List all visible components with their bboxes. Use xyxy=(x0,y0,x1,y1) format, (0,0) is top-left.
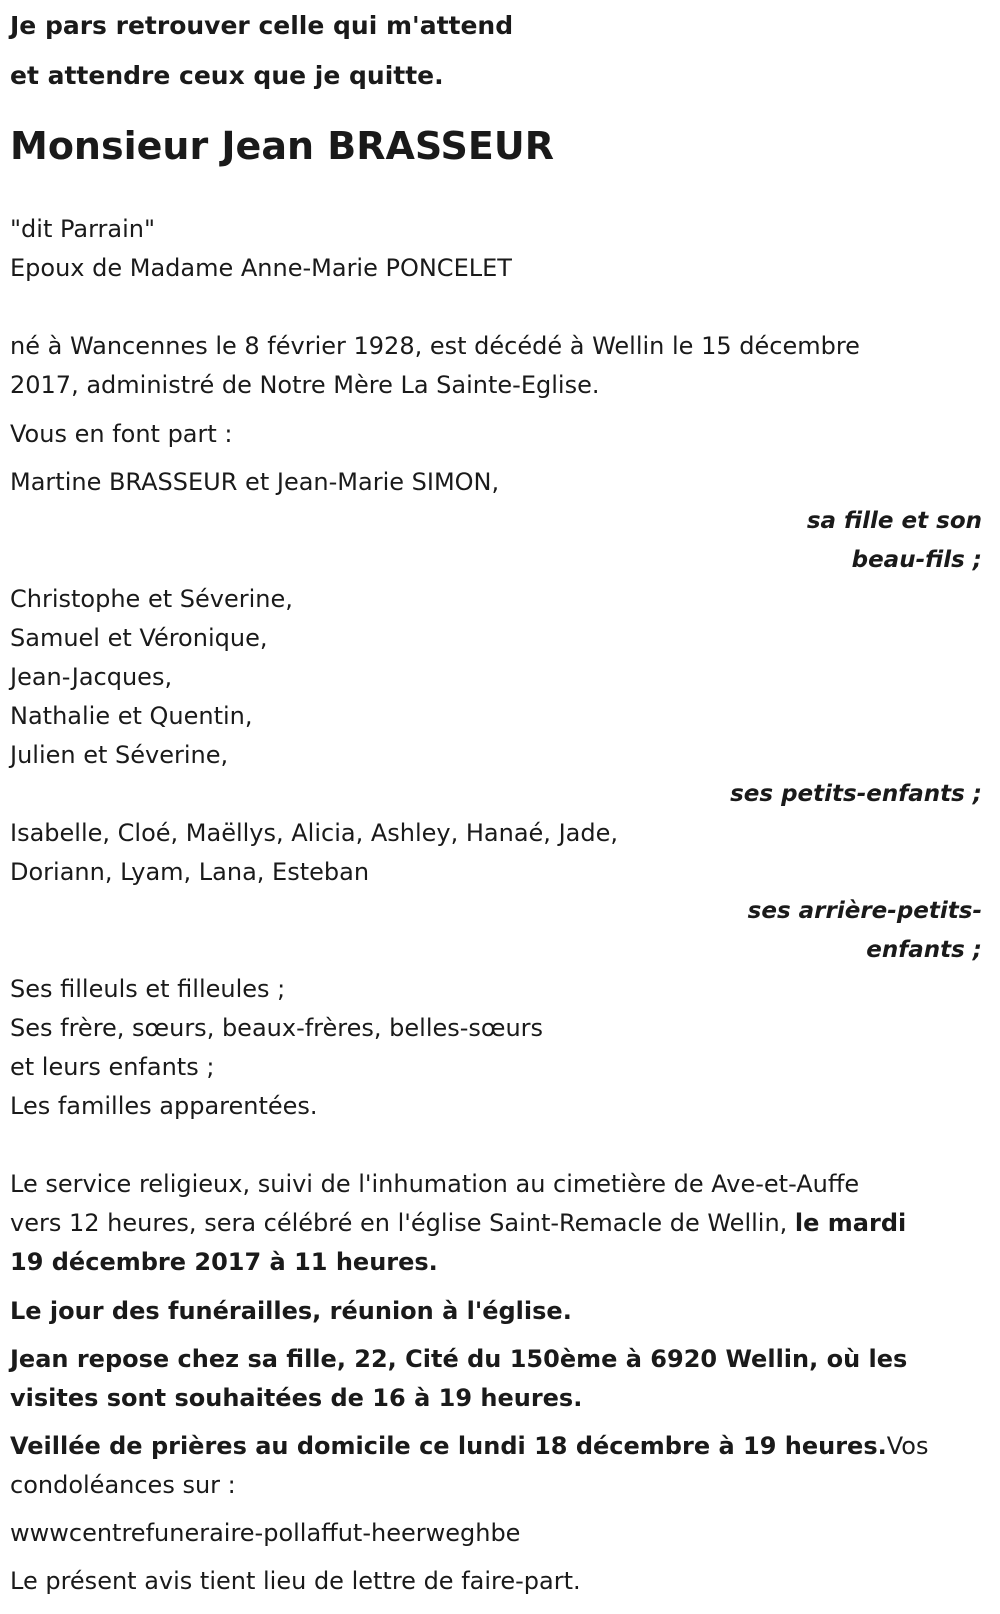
list-item: Nathalie et Quentin, xyxy=(10,702,253,730)
service-paragraph xyxy=(10,1165,990,1282)
service-line-2 xyxy=(10,1204,990,1243)
list-item: Christophe et Séverine, xyxy=(10,585,293,613)
closing-note: Le présent avis tient lieu de lettre de faire-part. xyxy=(10,1567,581,1595)
bio-line-2: 2017, administré de Notre Mère La Sainte-Eglise. xyxy=(10,371,600,399)
vigil-line xyxy=(10,1427,990,1466)
spouse: Epoux de Madame Anne-Marie PONCELET xyxy=(10,254,512,282)
list-item: Jean-Jacques, xyxy=(10,663,173,691)
visit-line-1: Jean repose chez sa fille, 22, Cité du 150ème à 6920 Wellin, où les xyxy=(10,1345,908,1373)
service-line-2-text: vers 12 heures, sera célébré en l'église Saint-Remacle de Wellin, xyxy=(10,1209,795,1237)
epigraph-line-1: Je pars retrouver celle qui m'attend xyxy=(10,11,514,40)
list-item: Isabelle, Cloé, Maëllys, Alicia, Ashley, Hanaé, Jade, xyxy=(10,819,618,847)
epigraph-line-2: et attendre ceux que je quitte. xyxy=(10,61,444,90)
list-item: Ses frère, sœurs, beaux-frères, belles-sœurs xyxy=(10,1014,544,1042)
grandchildren-list xyxy=(10,580,990,775)
deceased-name: Monsieur Jean BRASSEUR xyxy=(10,124,554,168)
list-item: Doriann, Lyam, Lana, Esteban xyxy=(10,858,370,886)
gathering-note: Le jour des funérailles, réunion à l'église. xyxy=(10,1297,572,1325)
service-date-part-1: le mardi xyxy=(794,1209,907,1237)
list-item: Ses filleuls et filleules ; xyxy=(10,975,286,1003)
list-item: Les familles apparentées. xyxy=(10,1092,318,1120)
children-names: Martine BRASSEUR et Jean-Marie SIMON, xyxy=(10,468,500,496)
great-grandchildren-relation-2: enfants ; xyxy=(866,937,982,963)
bio-line-1: né à Wancennes le 8 février 1928, est décédé à Wellin le 15 décembre xyxy=(10,332,860,360)
other-family-list xyxy=(10,970,990,1126)
website-link[interactable]: wwwcentrefuneraire-pollaffut-heerweghbe xyxy=(10,1519,521,1547)
epigraph xyxy=(10,0,990,100)
list-item: Samuel et Véronique, xyxy=(10,624,268,652)
nickname: "dit Parrain" xyxy=(10,215,156,243)
intro: Vous en font part : xyxy=(10,420,233,448)
condolences-label: condoléances sur : xyxy=(10,1471,236,1499)
list-item: et leurs enfants ; xyxy=(10,1053,215,1081)
vigil-text: Veillée de prières au domicile ce lundi 18 décembre à 19 heures. xyxy=(10,1432,887,1460)
list-item: Julien et Séverine, xyxy=(10,741,229,769)
visit-line-2: visites sont souhaitées de 16 à 19 heures. xyxy=(10,1384,583,1412)
grandchildren-relation: ses petits-enfants ; xyxy=(730,781,982,807)
children-relation-1: sa fille et son xyxy=(806,508,982,534)
great-grandchildren-relation-1: ses arrière-petits- xyxy=(747,898,982,924)
service-date-part-2: 19 décembre 2017 à 11 heures. xyxy=(10,1248,438,1276)
children-relation-2: beau-fils ; xyxy=(851,547,982,573)
great-grandchildren-list xyxy=(10,814,990,892)
service-line-1: Le service religieux, suivi de l'inhumation au cimetière de Ave-et-Auffe xyxy=(10,1170,860,1198)
condolences-prefix: Vos xyxy=(886,1432,929,1460)
